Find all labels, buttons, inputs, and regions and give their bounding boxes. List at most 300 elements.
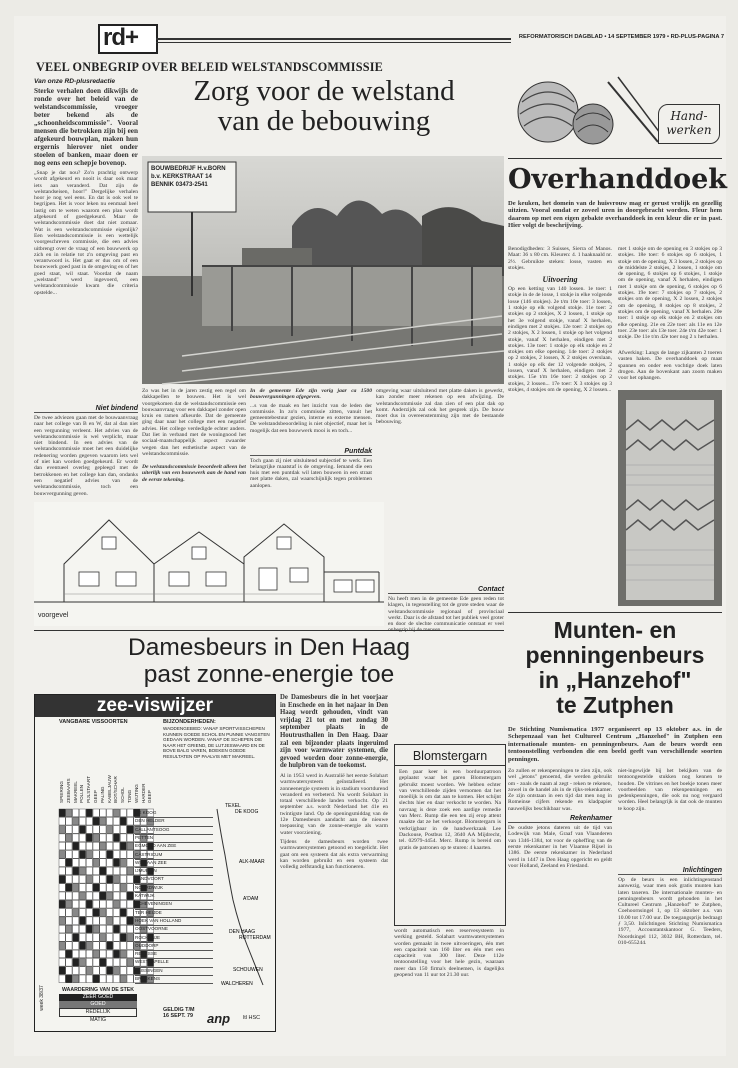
grid-cell bbox=[86, 925, 92, 933]
munten-col1 bbox=[508, 768, 612, 1034]
grid-cell bbox=[113, 809, 119, 817]
munten-subhead-inlichtingen: Inlichtingen bbox=[618, 867, 722, 875]
grid-cell bbox=[79, 900, 85, 908]
grid-cell bbox=[86, 892, 92, 900]
grid-cell bbox=[73, 967, 79, 975]
welstand-left-column bbox=[34, 78, 138, 498]
grid-cell bbox=[113, 925, 119, 933]
badge-line1: Hand- bbox=[670, 109, 708, 123]
badge-line2: werken bbox=[666, 123, 712, 137]
species-header: PIJLSTAART bbox=[86, 776, 92, 803]
grid-cell bbox=[113, 975, 119, 983]
construction-photo bbox=[142, 156, 504, 384]
grid-cell bbox=[100, 867, 106, 875]
map-label: ALK-MAAR bbox=[239, 859, 265, 865]
grid-cell bbox=[66, 892, 72, 900]
grid-cell bbox=[66, 842, 72, 850]
grid-cell bbox=[107, 867, 113, 875]
grid-cell bbox=[113, 917, 119, 925]
welstand-subhead-niet-bindend: Niet bindend bbox=[34, 405, 138, 413]
handwerken-title: Overhanddoek bbox=[508, 164, 728, 195]
grid-cell bbox=[107, 834, 113, 842]
place-row-label: VLISSINGEN bbox=[135, 967, 213, 976]
house-drawing-art bbox=[34, 502, 384, 626]
grid-cell bbox=[79, 950, 85, 958]
place-row-label: CASTRICUM bbox=[135, 851, 213, 860]
species-header: PALING bbox=[99, 786, 105, 803]
welstand-photo-caption: In de gemeente Ede zijn vorig jaar ca 1500 bouwvergunningen afgegeven. bbox=[250, 388, 372, 401]
grid-cell bbox=[93, 967, 99, 975]
grid-cell bbox=[86, 975, 92, 983]
viswijzer-week-label: week 38/37 bbox=[38, 985, 45, 1011]
grid-cell bbox=[107, 817, 113, 825]
species-header: HARDER bbox=[140, 783, 146, 803]
grid-cell bbox=[100, 809, 106, 817]
grid-cell bbox=[120, 809, 126, 817]
welstand-body3: Zo was het in de jaren zestig een regel om dakkapellen te bouwen. Het is wel voorgekomen dat de welstandscommissie een bouwaanvraag voor een dakkapel zonder open kruis en ramen afkeurde. Dat de gemeente ging daar naar het college met een negatief advies. Het college verdedigde echter anders. Dat liet in verband met de woningnood het sociaal-maatschappelijk aspect zwaarder wegen dan het esthetische aspect van de welstandscommissie. bbox=[142, 388, 246, 457]
place-row-label: TER HEIJDE bbox=[135, 909, 213, 918]
grid-cell bbox=[79, 826, 85, 834]
grid-cell bbox=[93, 958, 99, 966]
grid-cell bbox=[107, 900, 113, 908]
grid-cell bbox=[100, 851, 106, 859]
grid-cell bbox=[86, 884, 92, 892]
place-row-label: DE KOOG bbox=[135, 809, 213, 818]
viswijzer-geldig bbox=[163, 1007, 194, 1019]
viswijzer-title: zee-viswijzer bbox=[35, 695, 275, 717]
grid-cell bbox=[59, 950, 65, 958]
viswijzer-head-left: VANGBARE VISSOORTEN bbox=[59, 719, 128, 725]
place-row-label: WIJK AAN ZEE bbox=[135, 859, 213, 868]
map-label: TEXEL bbox=[225, 803, 241, 809]
grid-cell bbox=[100, 842, 106, 850]
grid-cell bbox=[93, 909, 99, 917]
munten-body2: De oudste jetons dateren uit de tijd van Lodewijk van Male, Graaf van Vlaanderen van 1346-1384, tot voor de opheffing van de eerste rekenkamer in het Vlaamse Rijsel in 1386. De eerste rekenkamer in Nederland werd in 1447 in Den Haag opgericht en geldt voor Holland, Zeeland en Friesland. bbox=[508, 825, 612, 869]
place-row-label: EGMOND AAN ZEE bbox=[135, 842, 213, 851]
welstand-col-e bbox=[388, 502, 504, 626]
grid-cell bbox=[100, 917, 106, 925]
welstand-body6: omgeving waar uitsluitend met platte daken is gewerkt, kan zonder meer rekenen op een afwijzing. De welstandscommissie zal dan zien of een plat dak op komt. Anderzijds zal ook het gesprek zijn. De bouw moet dus in overeenstemming zijn met de bestaande bebouwing. bbox=[376, 388, 504, 426]
viswijzer-credit: anp bbox=[207, 1011, 231, 1026]
grid-cell bbox=[107, 934, 113, 942]
grid-cell bbox=[127, 859, 133, 867]
grid-cell bbox=[120, 917, 126, 925]
grid-cell bbox=[120, 967, 126, 975]
grid-cell bbox=[120, 975, 126, 983]
grid-cell bbox=[120, 834, 126, 842]
grid-cell bbox=[59, 942, 65, 950]
damesbeurs-col2 bbox=[394, 928, 504, 1034]
masthead-rule-2 bbox=[156, 42, 511, 43]
grid-cell bbox=[93, 851, 99, 859]
grid-cell bbox=[59, 917, 65, 925]
place-row-label: RENESSE bbox=[135, 950, 213, 959]
grid-cell bbox=[79, 917, 85, 925]
grid-cell bbox=[113, 892, 119, 900]
welstand-title-line1: Zorg voor de welstand bbox=[193, 75, 455, 107]
grid-cell bbox=[113, 851, 119, 859]
grid-cell bbox=[107, 826, 113, 834]
grid-cell bbox=[59, 934, 65, 942]
blomstergarn-body: Een paar keer is een borduurpatroon geplaatst waar het garen Blomstergarn gebruikt moest worden. We hebben echter van verschillende zijden vernomen dat het moeilijk is om dat aan te komen. Het schijnt slechts hier en daar verkocht te worden. Na navraag is deze zoek een aardige remedie van Merc. Rump die een ten zij erop attent maakte dat ze het verkoopt. Blomstergarn is verkrijgbaar in de handwerkzaak Lee Dackouse, Postbus 12, 3640 AA Mijdrecht, tel. 02979-4454. Merc. Rump is bereid om gratis de patronen op te sturen: 4 kaarten. bbox=[399, 769, 501, 851]
grid-cell bbox=[73, 917, 79, 925]
grid-cell bbox=[113, 900, 119, 908]
grid-cell bbox=[100, 958, 106, 966]
grid-cell bbox=[107, 875, 113, 883]
welstand-kicker: VEEL ONBEGRIP OVER BELEID WELSTANDSCOMMISSIE bbox=[36, 60, 383, 74]
species-header: GEEP bbox=[147, 790, 153, 803]
map-label: A'DAM bbox=[243, 896, 259, 902]
grid-cell bbox=[73, 942, 79, 950]
grid-cell bbox=[100, 826, 106, 834]
construction-photo-art bbox=[142, 156, 504, 384]
grid-cell bbox=[113, 859, 119, 867]
grid-cell bbox=[79, 809, 85, 817]
grid-cell bbox=[120, 900, 126, 908]
grid-cell bbox=[73, 817, 79, 825]
grid-cell bbox=[66, 851, 72, 859]
grid-cell bbox=[86, 917, 92, 925]
grid-cell bbox=[86, 950, 92, 958]
grid-cell bbox=[79, 817, 85, 825]
species-header: WIJTING bbox=[133, 784, 139, 803]
masthead-rule bbox=[156, 38, 511, 40]
grid-cell bbox=[79, 975, 85, 983]
damesbeurs-lead: De Damesbeurs die in het voorjaar in Enschede en in het najaar in Den Haag wordt gehouden, vindt van vrijdag 21 tot en met zondag 30 september plaats in de Houtrusthallen in Den Haag. Daar zal een bijzonder plaats ingeruimd zijn voor warmwater systemen, die gevoed worden door zonne-energie, de hulpbron van de toekomst. bbox=[280, 694, 388, 770]
munten-title-line3: in „Hanzehof" bbox=[538, 667, 692, 693]
grid-cell bbox=[113, 909, 119, 917]
grid-cell bbox=[100, 834, 106, 842]
grid-cell bbox=[107, 942, 113, 950]
grid-cell bbox=[59, 884, 65, 892]
damesbeurs-title-line1: Damesbeurs in Den Haag bbox=[128, 634, 410, 661]
grid-cell bbox=[127, 809, 133, 817]
grid-cell bbox=[107, 925, 113, 933]
grid-cell bbox=[86, 809, 92, 817]
grid-cell bbox=[66, 967, 72, 975]
grid-cell bbox=[127, 875, 133, 883]
grid-cell bbox=[113, 875, 119, 883]
grid-cell bbox=[86, 859, 92, 867]
grid-cell bbox=[120, 909, 126, 917]
grid-cell bbox=[86, 900, 92, 908]
grid-cell bbox=[127, 917, 133, 925]
place-row-label: ZANDVOORT bbox=[135, 875, 213, 884]
place-row-label: PETTEN bbox=[135, 834, 213, 843]
grid-cell bbox=[66, 867, 72, 875]
grid-cell bbox=[86, 967, 92, 975]
grid-cell bbox=[93, 942, 99, 950]
grid-cell bbox=[59, 925, 65, 933]
grid-cell bbox=[59, 826, 65, 834]
grid-cell bbox=[59, 851, 65, 859]
grid-cell bbox=[93, 917, 99, 925]
handwerken-col2 bbox=[618, 246, 722, 386]
viswijzer-places bbox=[135, 809, 215, 985]
grid-cell bbox=[100, 892, 106, 900]
geldig-label: GELDIG T/M bbox=[163, 1007, 195, 1013]
grid-cell bbox=[73, 884, 79, 892]
grid-cell bbox=[107, 884, 113, 892]
damesbeurs-title bbox=[34, 634, 504, 688]
grid-cell bbox=[127, 942, 133, 950]
grid-cell bbox=[120, 892, 126, 900]
grid-cell bbox=[107, 892, 113, 900]
grid-cell bbox=[120, 925, 126, 933]
grid-cell bbox=[73, 975, 79, 983]
handwerken-col1-text: Op een ketting van 140 lossen. 1e toer: 1 stokje in de 4e losse, 1 stokje in elke volgende losse (146 stokjes). 2e t/m 10e toer: 3 lossen, 1 stokje op elk volgend stokje. 11e toer: 2 stokjes op 2 stokjes, X 2 lossen, 1 stokje op het 3e volgend stokje, vanaf X herhalen, eindigen met 2 stokjes. 12e toer: 2 stokjes op 2 stokjes, X 2 lossen, 1 stokje op het volgend stokje, vanaf X herhalen, eindigen met 2 stokjes. 13e toer: 1 stokje op elk stokje en 2 stokjes om elke opening. 14e toer: 2 stokjes op 2 stokjes, 2 lossen, X 2 stokjes overslaan, 1 stokje op elk der 12 volgende stokjes, 2 lossen, vanaf X herhalen, eindigen met 2 stokjes. 15e t/m 16e toer: 2 stokjes op 2 stokjes, 2 lossen... 17e toer: X 3 stokjes op 3 stokjes, 4 stokjes om de opening, X 2 lossen... bbox=[508, 286, 612, 393]
grid-cell bbox=[93, 900, 99, 908]
grid-cell bbox=[127, 851, 133, 859]
grid-cell bbox=[59, 892, 65, 900]
grid-cell bbox=[73, 809, 79, 817]
munten-body1: Zo zullen er rekenpenningen te zien zijn, ook wel „jetons" genoemd, die werden gebruikt om - zoals de naam al zegt - reken te rekenen, zowel in de handel als in de rijks-rekenkamer. Ze zijn ontstaan in een tijd dat men nog in Romeinse cijfers rekende en kladpapier nauwelijks beschikbaar was. bbox=[508, 768, 612, 812]
damesbeurs-body2: Tijdens de damesbeurs worden twee warmwatersystemen getoond en toegelicht. Het gaat om een systeem dat als extra verwarming kan worden gebruikt en een systeem dat volledig zelfstandig kan functioneren. bbox=[280, 838, 388, 871]
grid-cell bbox=[73, 826, 79, 834]
house-drawing bbox=[34, 502, 384, 626]
grid-cell bbox=[79, 934, 85, 942]
grid-cell bbox=[113, 942, 119, 950]
grid-cell bbox=[107, 851, 113, 859]
damesbeurs-title-line2: past zonne-energie toe bbox=[143, 661, 395, 688]
munten-body3: niet-ingewijde bij het bekijken van de tentoongestelde stukken nog kennen te houden. De vitrines en het boekje tonen meer voorbeelden van rekenpenningen en gedenkpenningen, die ook nu nog vergaard worden. Heel belangrijk is dat ook de munten te koop zijn. bbox=[618, 768, 722, 812]
blomstergarn-box bbox=[394, 744, 506, 926]
grid-cell bbox=[59, 875, 65, 883]
grid-cell bbox=[93, 975, 99, 983]
grid-cell bbox=[93, 892, 99, 900]
munten-title-line2: penningenbeurs bbox=[525, 642, 705, 668]
grid-cell bbox=[93, 884, 99, 892]
grid-cell bbox=[120, 875, 126, 883]
masthead-dateline: REFORMATORISCH DAGBLAD • 14 SEPTEMBER 1979 • RD-PLUS-PAGINA 7 bbox=[518, 34, 724, 40]
grid-cell bbox=[93, 875, 99, 883]
munten-title-line1: Munten- en bbox=[553, 617, 677, 643]
grid-cell bbox=[127, 909, 133, 917]
species-header: TONG bbox=[127, 789, 132, 803]
grid-cell bbox=[79, 967, 85, 975]
grid-cell bbox=[127, 834, 133, 842]
place-row-label: CALLANTSOOG bbox=[135, 826, 213, 835]
grid-cell bbox=[86, 934, 92, 942]
munten-rule bbox=[508, 612, 722, 613]
map-label: ROTTERDAM bbox=[239, 935, 271, 941]
grid-cell bbox=[93, 842, 99, 850]
grid-cell bbox=[86, 842, 92, 850]
damesbeurs-col1 bbox=[280, 694, 388, 1034]
grid-cell bbox=[93, 950, 99, 958]
grid-cell bbox=[79, 892, 85, 900]
grid-cell bbox=[66, 875, 72, 883]
grid-cell bbox=[120, 826, 126, 834]
place-row-label: IJMUIDEN bbox=[135, 867, 213, 876]
grid-cell bbox=[120, 851, 126, 859]
newspaper-page bbox=[14, 16, 726, 1056]
welstand-caption2: De welstandscommissie beoordeelt alleen het uiterlijk van een bouwwerk aan de hand van de eerste tekening. bbox=[142, 464, 246, 483]
grid-cell bbox=[79, 958, 85, 966]
grid-cell bbox=[113, 950, 119, 958]
munten-subhead-rekenhamer: Rekenhamer bbox=[508, 815, 612, 823]
grid-cell bbox=[127, 975, 133, 983]
grid-cell bbox=[127, 826, 133, 834]
grid-cell bbox=[107, 917, 113, 925]
grid-cell bbox=[100, 967, 106, 975]
grid-cell bbox=[66, 826, 72, 834]
legend-goed: GOED bbox=[59, 1001, 137, 1008]
place-row-label: KATWIJK bbox=[135, 892, 213, 901]
place-row-label: OUDDORP bbox=[135, 942, 213, 951]
grid-cell bbox=[66, 975, 72, 983]
grid-cell bbox=[120, 867, 126, 875]
grid-cell bbox=[66, 859, 72, 867]
grid-cell bbox=[79, 875, 85, 883]
grid-cell bbox=[113, 884, 119, 892]
grid-cell bbox=[59, 900, 65, 908]
grid-cell bbox=[120, 958, 126, 966]
grid-cell bbox=[73, 892, 79, 900]
grid-cell bbox=[59, 975, 65, 983]
section-rule bbox=[34, 630, 504, 631]
grid-cell bbox=[93, 809, 99, 817]
species-header: KABELJAUW bbox=[106, 775, 112, 803]
map-label: WALCHEREN bbox=[221, 981, 253, 987]
viswijzer-credit-right: ltl HSC bbox=[243, 1015, 261, 1021]
grid-cell bbox=[59, 867, 65, 875]
towel-photo-art bbox=[618, 390, 722, 606]
grid-cell bbox=[107, 859, 113, 867]
welstand-title bbox=[144, 76, 504, 136]
species-header: BOT/SCHAR bbox=[113, 776, 119, 803]
grid-cell bbox=[86, 867, 92, 875]
viswijzer-legend bbox=[39, 987, 157, 1027]
place-row-label: HOEK VAN HOLLAND bbox=[135, 917, 213, 926]
species-header: SPIERING bbox=[59, 781, 64, 803]
place-row-label: ROCKANJE bbox=[135, 934, 213, 943]
grid-cell bbox=[66, 809, 72, 817]
handwerken-badge bbox=[658, 104, 720, 144]
grid-cell bbox=[73, 900, 79, 908]
grid-cell bbox=[66, 950, 72, 958]
viswijzer-head-right: BIJZONDERHEDEN: bbox=[163, 719, 216, 725]
grid-cell bbox=[86, 851, 92, 859]
grid-cell bbox=[120, 884, 126, 892]
grid-cell bbox=[86, 909, 92, 917]
grid-cell bbox=[73, 934, 79, 942]
grid-cell bbox=[93, 826, 99, 834]
species-header: POLLEN bbox=[79, 784, 85, 803]
grid-cell bbox=[86, 817, 92, 825]
grid-cell bbox=[113, 826, 119, 834]
grid-cell bbox=[66, 900, 72, 908]
grid-cell bbox=[100, 942, 106, 950]
welstand-subhead-puntdak: Puntdak bbox=[250, 448, 372, 456]
grid-cell bbox=[113, 817, 119, 825]
grid-cell bbox=[73, 851, 79, 859]
welstand-byline: Van onze RD-plusredactie bbox=[34, 78, 116, 85]
grid-cell bbox=[73, 867, 79, 875]
handwerken-afwerking: Afwerking: Langs de lange zijkanten 2 toeren vasten haken. De overhanddoek op maat spannen en onder een vochtige doek laten drogen. Aan de bovenkant aan zoom maken voor het ophangen. bbox=[618, 350, 722, 382]
grid-cell bbox=[93, 817, 99, 825]
grid-cell bbox=[113, 842, 119, 850]
grid-cell bbox=[127, 958, 133, 966]
munten-col2 bbox=[618, 768, 722, 1034]
grid-cell bbox=[100, 817, 106, 825]
grid-cell bbox=[127, 934, 133, 942]
welstand-body4: ...s van de maak en het inzicht van de leden der commissie. In zo'n commissie zitten, vanuit het gemeentebestuur gezien, interne en externe mensen. De welstandsbeoordeling is niet objectief, maar het is mogelijk dat een bouwwerk mooi is en toch... bbox=[250, 402, 372, 434]
grid-cell bbox=[127, 842, 133, 850]
grid-cell bbox=[73, 909, 79, 917]
grid-cell bbox=[73, 834, 79, 842]
grid-cell bbox=[59, 958, 65, 966]
grid-cell bbox=[79, 884, 85, 892]
grid-cell bbox=[127, 892, 133, 900]
grid-cell bbox=[79, 942, 85, 950]
grid-cell bbox=[79, 851, 85, 859]
grid-cell bbox=[127, 867, 133, 875]
grid-cell bbox=[73, 950, 79, 958]
grid-cell bbox=[66, 817, 72, 825]
welstand-subhead-contact: Contact bbox=[388, 586, 504, 594]
welstand-col-c bbox=[250, 388, 372, 500]
place-row-label: DEN HELDER bbox=[135, 817, 213, 826]
grid-cell bbox=[66, 934, 72, 942]
grid-cell bbox=[66, 925, 72, 933]
grid-cell bbox=[127, 900, 133, 908]
grid-cell bbox=[120, 942, 126, 950]
grid-cell bbox=[100, 859, 106, 867]
grid-cell bbox=[59, 842, 65, 850]
photo-sign-text: BOUWBEDRIJF H.v.BORN b.v. KERKSTRAAT 14 BENNIK 03473-2541 bbox=[151, 166, 226, 188]
map-label: DE KOOG bbox=[235, 809, 259, 815]
welstand-col-d bbox=[376, 388, 504, 500]
place-row-label: BRESKENS bbox=[135, 975, 213, 984]
handwerken-header bbox=[508, 62, 722, 159]
handwerken-subhead-uitvoering: Uitvoering bbox=[542, 275, 578, 285]
welstand-body5: Toch gaan zij niet uitsluitend subjectief te werk. Een belangrijke maatstaf is de omgeving. Iemand die een huis met een puntdak wil laten bouwen in een straat met platte daken, zal waarschijnlijk tegen problemen aanlopen. bbox=[250, 457, 372, 489]
munten-body4: Op de beurs is een inlichtingenstand aanwezig, waar men ook gratis munten kan laten taxeren. De internationale munten- en penningenbeurs wordt gehouden in het Cultureel Centrum „Hanzehof" te Zutphen, Coehoornsingel 1, op 13 oktober a.s. van 10.00 tot 17.00 uur. De toegangsprijs bedraagt ƒ 3,50. Inlichtingen Stichting Numismatica 1977, Accountantskantoor G. Teeders, Noordsingel 112, 3032 BH, Rotterdam, tel. 010-655244. bbox=[618, 877, 722, 946]
grid-cell bbox=[93, 934, 99, 942]
grid-cell bbox=[93, 867, 99, 875]
grid-cell bbox=[100, 975, 106, 983]
handwerken-lead: De keuken, het domein van de huisvrouw mag er gerust vrolijk en gezellig uitzien. Vooral omdat er zoveel uren in doorgebracht worden. Fleur hem daarom op met een eigen gebakte overhanddoek in een kleur die er in past. Hier volgt de beschrijving. bbox=[508, 200, 722, 230]
welstand-body7: Nu heeft men in de gemeente Ede geen reden tot klagen, in tegenstelling tot de grote steden waar de welstandscommissie regionaal of provinciaal werkt. Daar is de afstand tot het publiek veel groter en door de slechte communicatie ontstaat er veel bbox=[388, 596, 504, 628]
welstand-col-b bbox=[142, 388, 246, 500]
grid-cell bbox=[59, 817, 65, 825]
grid-cell bbox=[113, 834, 119, 842]
grid-cell bbox=[66, 917, 72, 925]
grid-cell bbox=[107, 975, 113, 983]
zee-viswijzer bbox=[34, 694, 276, 1032]
grid-cell bbox=[120, 859, 126, 867]
grid-cell bbox=[120, 950, 126, 958]
place-row-label: SCHEVENINGEN bbox=[135, 900, 213, 909]
grid-cell bbox=[86, 875, 92, 883]
drawing-label: voorgevel bbox=[38, 612, 69, 619]
grid-cell bbox=[79, 859, 85, 867]
grid-cell bbox=[100, 900, 106, 908]
grid-cell bbox=[59, 809, 65, 817]
grid-cell bbox=[113, 967, 119, 975]
grid-cell bbox=[66, 884, 72, 892]
grid-cell bbox=[120, 842, 126, 850]
munten-title-line4: te Zutphen bbox=[556, 692, 674, 718]
grid-cell bbox=[127, 817, 133, 825]
place-row-label: NOORDWIJK bbox=[135, 884, 213, 893]
handwerken-col2-text: met 1 stokje om de opening en 3 stokjes op 3 stokjes. 18e toer: 6 stokjes op 6 stokjes, 1 stokje om de opening, X 3 lossen, 2 stokjes op de middelste 2 stokjes, 2 lossen, 1 stokje om de opening, 6 stokjes op 6 stokjes, 1 stokje om de opening, vanaf X herhalen, eindigen met 1 stokje om de opening, 6 stokjes op 6 stokjes. 19e toer: 7 stokjes op 7 stokjes, 2 stokjes om de opening, X 2 lossen, 2 stokjes om de opening, 8 stokjes op 8 stokjes, 2 stokjes om de opening, vanaf X herhalen. 20e toer: 1 stokje op elk stokje en 2 stokjes om elke opening. 21e en 22e toer: als 11e en 12e toer. 23e toer: als 13e toer. 24e t/m 42e toer: 1 stokje. De 11e t/m 42e toer nog 2 x herhalen. bbox=[618, 246, 722, 341]
grid-cell bbox=[107, 958, 113, 966]
legend-zeer-goed: ZEER GOED bbox=[59, 994, 137, 1001]
grid-cell bbox=[79, 925, 85, 933]
grid-cell bbox=[127, 925, 133, 933]
